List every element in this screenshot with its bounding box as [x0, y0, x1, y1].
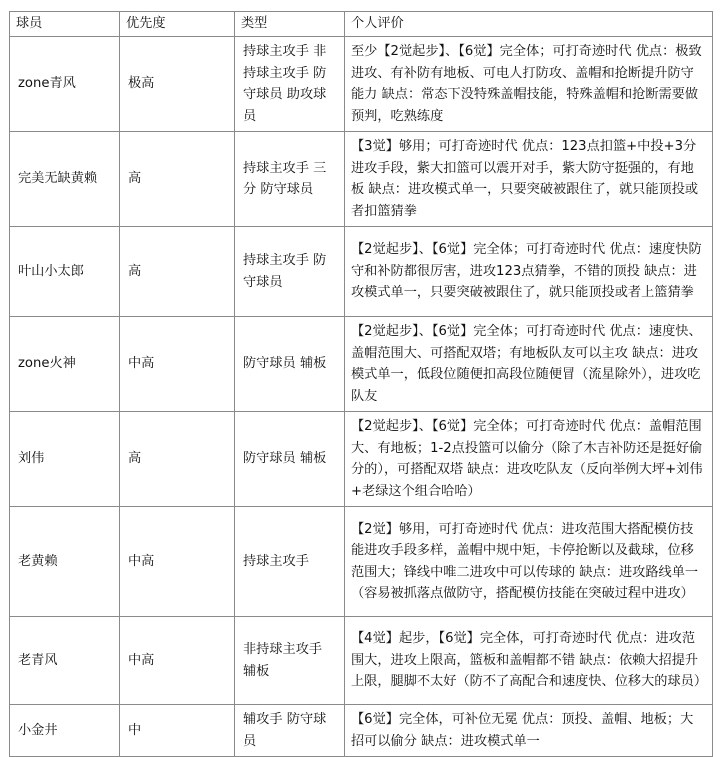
- evaluation-cell: 【2觉起步】、【6觉】完全体；可打奇迹时代 优点：盖帽范围大、有地板；1-2点投篮可以偷分（除了木吉补防还是挺好偷分的），可搭配双塔 缺点：进攻吃队友（反向举例大坪+刘伟+老绿这个组合哈哈）: [345, 412, 713, 507]
- table-row: [10, 507, 713, 617]
- table-row: [10, 37, 713, 132]
- player-name: 完美无缺黄赖: [10, 132, 120, 227]
- header-evaluation: 个人评价: [345, 12, 713, 37]
- priority-cell: 中高: [120, 617, 235, 705]
- evaluation-cell: 【2觉起步】、【6觉】完全体；可打奇迹时代 优点：速度快、盖帽范围大、可搭配双塔；有地板队友可以主攻 缺点：进攻模式单一，低段位随便扣高段位随便冒（流星除外），进攻吃队友: [345, 317, 713, 412]
- player-name: zone火神: [10, 317, 120, 412]
- player-evaluation-table: [9, 11, 713, 757]
- player-name: 老黄赖: [10, 507, 120, 617]
- evaluation-cell: 【3觉】够用；可打奇迹时代 优点：123点扣篮+中投+3分进攻手段，紫大扣篮可以震开对手，紫大防守挺强的，有地板 缺点：进攻模式单一，只要突破被跟住了，就只能顶投或者扣篮猜拳: [345, 132, 713, 227]
- table-row: [10, 132, 713, 227]
- type-cell: 防守球员 辅板: [235, 317, 345, 412]
- type-cell: 持球主攻手 防守球员: [235, 227, 345, 317]
- evaluation-cell: 【4觉】起步，【6觉】完全体，可打奇迹时代 优点：进攻范围大，进攻上限高，篮板和盖帽都不错 缺点：依赖大招提升上限，腿脚不太好（防不了高配合和速度快、位移大的球员）: [345, 617, 713, 705]
- priority-cell: 高: [120, 412, 235, 507]
- evaluation-cell: 【6觉】完全体，可补位无冕 优点：顶投、盖帽、地板；大招可以偷分 缺点：进攻模式单一: [345, 705, 713, 757]
- header-priority: 优先度: [120, 12, 235, 37]
- player-name: 叶山小太郎: [10, 227, 120, 317]
- evaluation-cell: 【2觉】够用，可打奇迹时代 优点：进攻范围大搭配模仿技能进攻手段多样，盖帽中规中矩，卡停抢断以及截球，位移范围大；锋线中唯二进攻中可以传球的 缺点：进攻路线单一（容易被抓落点做防守，搭配模仿技能在突破过程中进攻）: [345, 507, 713, 617]
- type-cell: 辅攻手 防守球员: [235, 705, 345, 757]
- type-cell: 非持球主攻手 辅板: [235, 617, 345, 705]
- priority-cell: 中高: [120, 317, 235, 412]
- table-row: [10, 227, 713, 317]
- player-name: zone青风: [10, 37, 120, 132]
- table-row: [10, 705, 713, 757]
- table-header-row: [10, 12, 713, 37]
- priority-cell: 极高: [120, 37, 235, 132]
- table-row: [10, 412, 713, 507]
- type-cell: 持球主攻手: [235, 507, 345, 617]
- evaluation-cell: 至少【2觉起步】、【6觉】完全体；可打奇迹时代 优点：极致进攻、有补防有地板、可电人打防攻、盖帽和抢断提升防守能力 缺点：常态下没特殊盖帽技能，特殊盖帽和抢断需要做预判，吃熟练度: [345, 37, 713, 132]
- table-row: [10, 317, 713, 412]
- type-cell: 持球主攻手 非持球主攻手 防守球员 助攻球员: [235, 37, 345, 132]
- priority-cell: 中: [120, 705, 235, 757]
- table-row: [10, 617, 713, 705]
- header-type: 类型: [235, 12, 345, 37]
- type-cell: 持球主攻手 三分 防守球员: [235, 132, 345, 227]
- header-player: 球员: [10, 12, 120, 37]
- player-name: 老青风: [10, 617, 120, 705]
- priority-cell: 高: [120, 227, 235, 317]
- evaluation-cell: 【2觉起步】、【6觉】完全体；可打奇迹时代 优点：速度快防守和补防都很厉害，进攻123点猜拳，不错的顶投 缺点：进攻模式单一，只要突破被跟住了，就只能顶投或者上篮猜拳: [345, 227, 713, 317]
- priority-cell: 高: [120, 132, 235, 227]
- priority-cell: 中高: [120, 507, 235, 617]
- player-name: 小金井: [10, 705, 120, 757]
- player-name: 刘伟: [10, 412, 120, 507]
- type-cell: 防守球员 辅板: [235, 412, 345, 507]
